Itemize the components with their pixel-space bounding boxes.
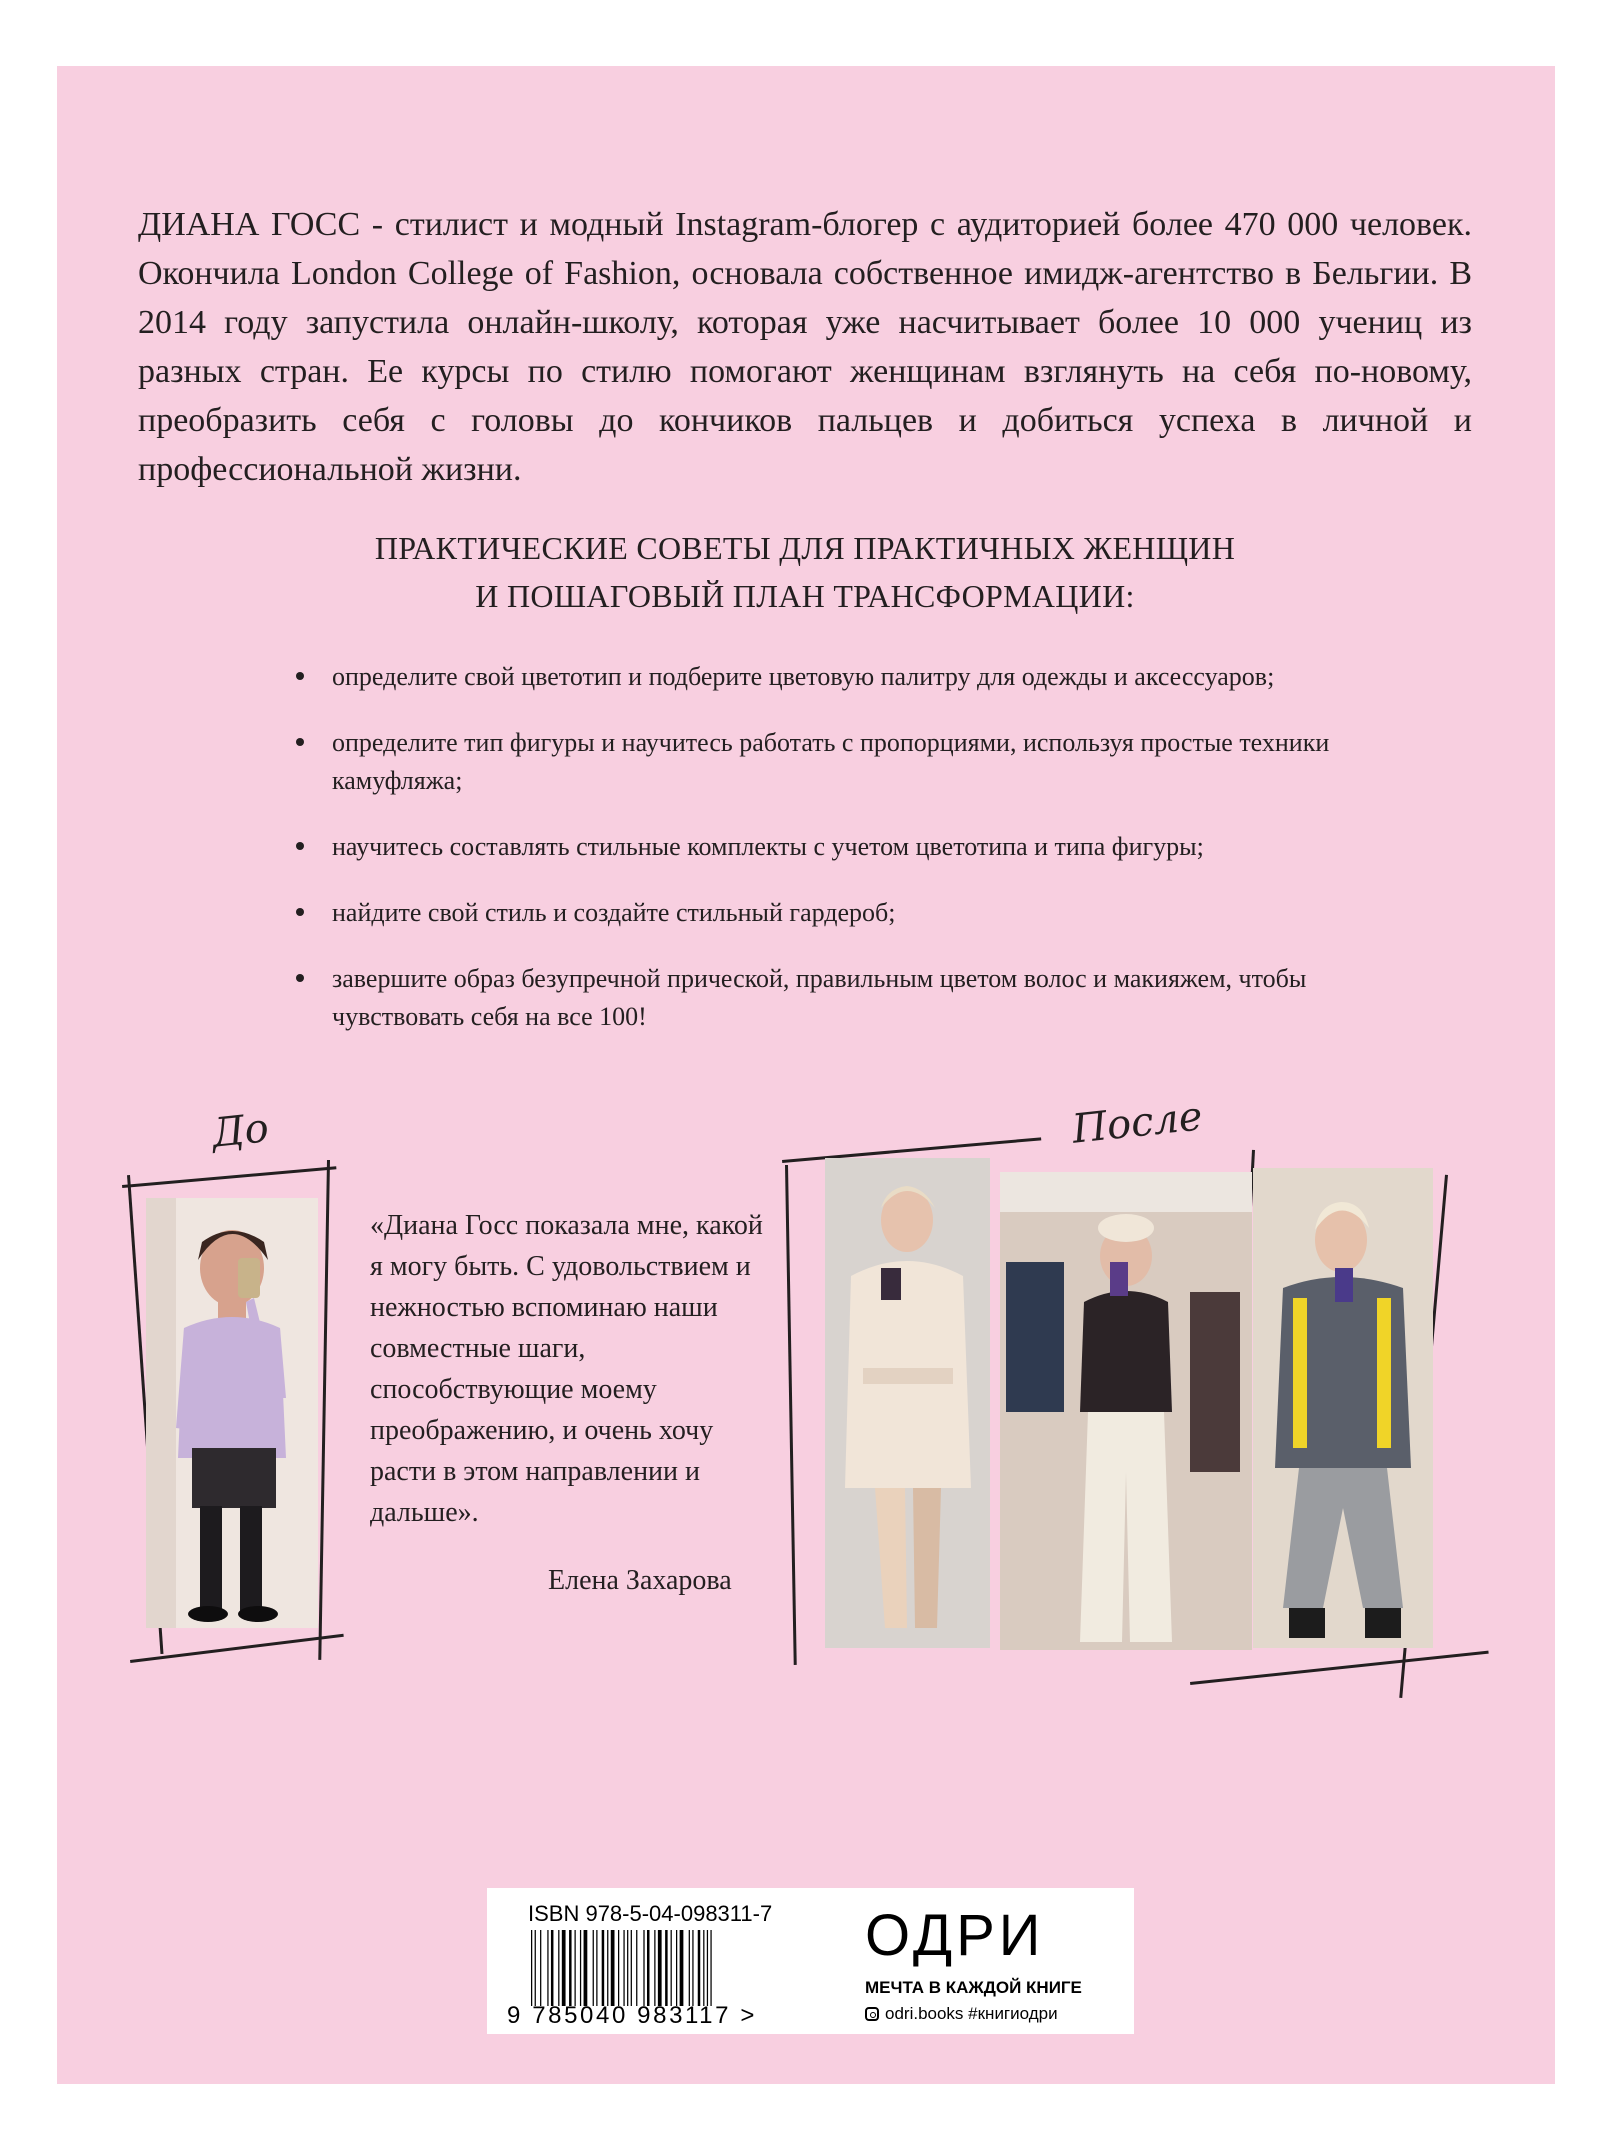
- after-photo-1: [825, 1158, 990, 1648]
- barcode-bar: [547, 1930, 548, 2006]
- barcode-bar: [707, 1930, 708, 2006]
- barcode-bar: [658, 1930, 662, 2006]
- barcode-bar: [689, 1930, 690, 2006]
- barcode-bar: [535, 1930, 536, 2006]
- list-item: найдите свой стиль и создайте стильный гардероб;: [290, 894, 1390, 932]
- barcode-bar: [618, 1930, 619, 2006]
- barcode-bar: [607, 1930, 608, 2006]
- after-photo-2: [1000, 1172, 1252, 1650]
- barcode-bar: [665, 1930, 668, 2006]
- social-handle: odri.books #книгиодри: [885, 2004, 1058, 2023]
- barcode-bar: [627, 1930, 628, 2006]
- isbn-label: ISBN 978-5-04-098311-7: [528, 1901, 773, 1926]
- publisher-logo: ОДРИ: [865, 1903, 1045, 1968]
- after-photo-3: [1253, 1168, 1433, 1648]
- heading-line-1: ПРАКТИЧЕСКИЕ СОВЕТЫ ДЛЯ ПРАКТИЧНЫХ ЖЕНЩИН: [374, 530, 1236, 566]
- barcode-bar: [551, 1930, 554, 2006]
- woman-before-illustration: [146, 1198, 318, 1628]
- barcode-bar: [654, 1930, 655, 2006]
- barcode-bar: [558, 1930, 559, 2006]
- barcode-bar: [584, 1930, 588, 2006]
- barcode-bar: [703, 1930, 704, 2006]
- barcode-bar: [575, 1930, 576, 2006]
- barcode-bar: [676, 1930, 677, 2006]
- list-item: научитесь составлять стильные комплекты с учетом цветотипа и типа фигуры;: [290, 828, 1390, 866]
- ean-digits: 9 785040 983117 >: [507, 2002, 757, 2029]
- before-photo: [146, 1198, 318, 1628]
- barcode-bar: [636, 1930, 637, 2006]
- barcode-box: [487, 1888, 1134, 2034]
- barcode-bar: [569, 1930, 572, 2006]
- publisher-tagline: МЕЧТА В КАЖДОЙ КНИГЕ: [865, 1978, 1082, 1997]
- barcode-bar: [647, 1930, 650, 2006]
- list-item: определите тип фигуры и научитесь работать с пропорциями, используя простые техники камуфляжа;: [290, 724, 1390, 800]
- bullet-icon: [296, 672, 304, 680]
- woman-after-illustration: [1000, 1172, 1252, 1650]
- barcode-bar: [623, 1930, 624, 2006]
- publisher-social: [865, 2004, 1058, 2024]
- barcode-bar: [596, 1930, 597, 2006]
- bullet-icon: [296, 842, 304, 850]
- barcode-graphic: [531, 1930, 789, 2006]
- barcode-bar: [631, 1930, 632, 2006]
- testimonial-author: Елена Захарова: [548, 1565, 732, 1596]
- barcode-bar: [611, 1930, 615, 2006]
- bullet-icon: [296, 908, 304, 916]
- barcode-bar: [698, 1930, 701, 2006]
- bullet-icon: [296, 738, 304, 746]
- woman-after-illustration: [825, 1158, 990, 1648]
- barcode-bar: [671, 1930, 672, 2006]
- list-item: завершите образ безупречной прической, правильным цветом волос и макияжем, чтобы чувствовать себя на все 100!: [290, 960, 1390, 1036]
- testimonial-quote: «Диана Госс показала мне, какой я могу быть. С удовольствием и нежностью вспоминаю наши совместные шаги, способствующие моему преображению, и очень хочу расти в этом направлении и дальше».: [370, 1210, 763, 1528]
- barcode-bar: [692, 1930, 693, 2006]
- tips-list: [290, 658, 1390, 1064]
- list-item: определите свой цветотип и подберите цветовую палитру для одежды и аксессуаров;: [290, 658, 1390, 696]
- section-heading: [138, 524, 1472, 620]
- barcode-bar: [540, 1930, 541, 2006]
- barcode-bar: [602, 1930, 605, 2006]
- bullet-icon: [296, 974, 304, 982]
- barcode-bar: [580, 1930, 581, 2006]
- barcode-bar: [562, 1930, 566, 2006]
- before-label: До: [209, 1105, 271, 1157]
- woman-after-illustration: [1253, 1168, 1433, 1648]
- barcode-bar: [593, 1930, 594, 2006]
- barcode-bar: [643, 1930, 644, 2006]
- barcode-bar: [680, 1930, 684, 2006]
- author-bio: ДИАНА ГОСС - стилист и модный Instagram-блогер с аудиторией более 470 000 человек. Окончила London College of Fashion, основала собственное имидж-агентство в Бельгии. В 2014 году запустила онлайн-школу, которая уже насчитывает более 10 000 учениц из разных стран. Ее курсы по стилю помогают женщинам взглянуть на себя по-новому, преобразить себя с головы до кончиков пальцев и добиться успеха в личной и профессиональной жизни.: [138, 206, 1472, 488]
- after-label: После: [1069, 1093, 1205, 1153]
- barcode-bar: [531, 1930, 532, 2006]
- instagram-icon: [865, 2007, 879, 2021]
- barcode-bar: [710, 1930, 711, 2006]
- heading-line-2: И ПОШАГОВЫЙ ПЛАН ТРАНСФОРМАЦИИ:: [475, 578, 1135, 614]
